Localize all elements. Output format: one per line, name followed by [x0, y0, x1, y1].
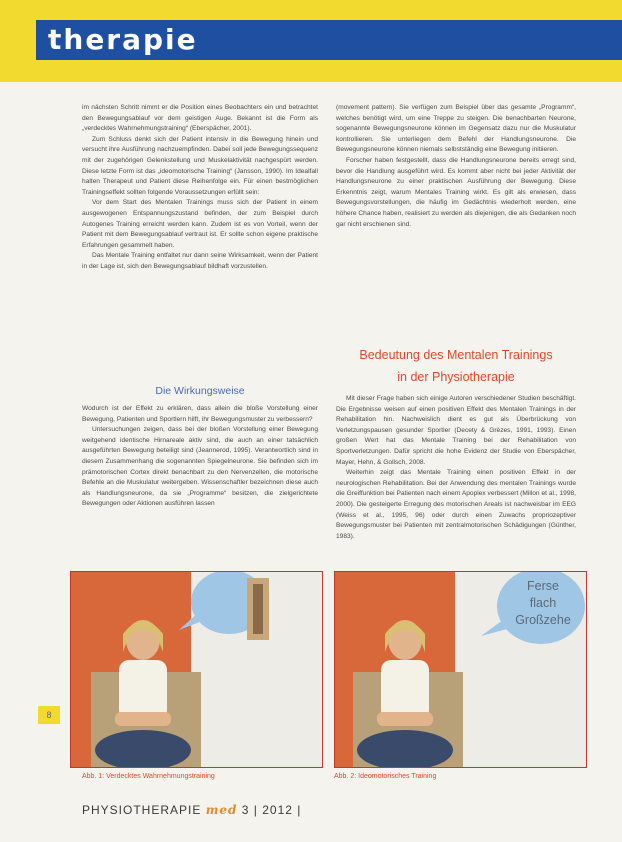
- paragraph: Vor dem Start des Mentalen Trainings muss sich der Patient in einem ausgewogenen Entspannungszustand befinden, der zum Beispiel durch Autogenes Training erreicht werden kann. Zudem ist es von Vorteil, wenn der Patient mit dem Bewegungsablauf vertraut ist. Er sollte schon eigene praktische Erfahrungen gesammelt haben.: [82, 199, 318, 249]
- thought-bubble-text: [513, 578, 573, 629]
- paragraph: Weiterhin zeigt das Mentale Training einen positiven Effekt in der neurologischen Rehabilitation. Bei der Anwendung des mentalen Trainings wurde die Greiffunktion bei Patienten nach einem Apoplex verbessert (Millon et al., 1998, 2000). Die gesteigerte Erregung des motorischen Areals ist nachweisbar im EEG (Weiss et al., 1995, 96) oder durch einen Zuwachs propriozeptiver Bewegungsmuster bei Patienten mit zentralmotorischen Schädigungen (Günther, 1983).: [336, 469, 576, 540]
- heading-line: Bedeutung des Mentalen Trainings: [359, 348, 553, 362]
- paragraph: im nächsten Schritt nimmt er die Position eines Beobachters ein und betrachtet den Bewegungsablauf vor dem geistigen Auge. Bekannt ist die Form als „verdecktes Wahrnehmungstraining“ (Eberspächer, 2001).: [82, 104, 318, 133]
- journal-name: PHYSIOTHERAPIE: [82, 803, 202, 817]
- paragraph: Zum Schluss denkt sich der Patient intensiv in die Bewegung hinein und versucht ihre Ausführung nachzuempfinden. Dabei soll jede Bewegungssequenz mit der zugehörigen Gelenkstellung und Muskelaktivität nachgespürt werden. Diese letzte Form ist das „ideomotorische Training“ (Jansson, 1990). Im Idealfall halten Therapeut und Patient diese Reihenfolge ein. Für einen bestmöglichen Trainingseffekt sollten folgende Voraussetzungen erfüllt sein:: [82, 135, 318, 196]
- paragraph: Wodurch ist der Effekt zu erklären, dass allein die bloße Vorstellung einer Bewegung, Patienten und Sportlern hilft, ihr Bewegungsmuster zu verbessern?: [82, 405, 318, 423]
- figure-2-photo: [334, 571, 587, 768]
- bubble-line: Ferse: [527, 579, 559, 593]
- paragraph: Forscher haben festgestellt, dass die Handlungsneurone bereits erregt sind, bevor die Handlung ausgeführt wird. Es kommt aber nicht bei jeder Aktivität der Handlungsneurone zu einer praktischen Ausführung der Bewegung. Diese Erkenntnis zeigt, warum Mentales Training wirkt. Es gilt als erwiesen, dass Bewegungsvorstellungen, die häufig im Gedächtnis wiederholt werden, eine höhere Chance haben, realisiert zu werden als diejenigen, die als Gedanken noch gar nicht erschienen sind.: [336, 156, 576, 228]
- figure-1-photo: [70, 571, 323, 768]
- journal-suffix: med: [205, 803, 238, 817]
- photo-illustration: [71, 572, 322, 767]
- right-column-bottom: [336, 394, 576, 542]
- section-heading-bedeutung: [336, 344, 576, 388]
- left-column-top: [82, 103, 318, 273]
- bubble-line: flach: [529, 596, 557, 610]
- paragraph: (movement pattern). Sie verfügen zum Beispiel über das gesamte „Programm“, welches benötigt wird, um eine Treppe zu steigen. Die benachbarten Neurone, sogenannte Bewegungsneurone können im Gegensatz dazu nur die Muskulatur kontrollieren. Sie unterliegen dem Befehl der Handlungsneurone. Die Bewegungsneurone können niemals selbstständig eine Bewegung initiieren.: [336, 104, 576, 154]
- right-column-top: [336, 103, 576, 230]
- paragraph: Mit dieser Frage haben sich einige Autoren verschiedener Studien beschäftigt. Die Ergebnisse weisen auf einen positiven Effekt des Mentalen Trainings in der Rehabilitation hin. Nachweislich dient es gut als Überbrückung von Verletzungspausen gesunder Sportler (Decety & Grèzes, 1991, 1993). Einen großen Wert hat das Mentale Training bei der Rehabilitation von Sportverletzungen. Dafür spricht die hohe Evidenz der Studie von Eberspächer, Mayer, Hehn, & Gollsch, 2008.: [336, 395, 576, 466]
- journal-footer: [82, 803, 301, 817]
- left-column-bottom: [82, 404, 318, 510]
- figure-2-caption: Abb. 2: Ideomotorisches Training: [334, 773, 437, 780]
- page-number: 8: [38, 706, 60, 724]
- bubble-line: Großzehe: [515, 613, 571, 627]
- heading-line: in der Physiotherapie: [397, 370, 515, 384]
- paragraph: Untersuchungen zeigen, dass bei der bloßen Vorstellung einer Bewegung weitgehend identische Hirnareale aktiv sind, die auch an einer tatsächlich ausgeführten Bewegung beteiligt sind (Jeannerod, 1995). Verantwortlich sind in diesem Zusammenhang die sogenannten Spiegelneurone. Sie befinden sich im prämotorischen Cortex direkt benachbart zu den Nervenzellen, die motorische Befehle an die Muskulatur weitergeben. Wissenschaftler bezeichnen diese auch als Handlungsneurone, da sie „Programme“ besitzen, die zielgerichtete Bewegungen oder Aktionen ausführen lassen: [82, 426, 318, 508]
- paragraph: Das Mentale Training entfaltet nur dann seine Wirksamkeit, wenn der Patient in der Lage ist, sich den Bewegungsablauf bildhaft vorzustellen.: [82, 252, 318, 270]
- issue-number: 3 | 2012 |: [241, 803, 302, 817]
- figure-1-caption: Abb. 1: Verdecktes Wahrnehmungstraining: [82, 773, 215, 780]
- section-heading-wirkungsweise: Die Wirkungsweise: [155, 385, 245, 397]
- section-title: therapie: [48, 23, 198, 56]
